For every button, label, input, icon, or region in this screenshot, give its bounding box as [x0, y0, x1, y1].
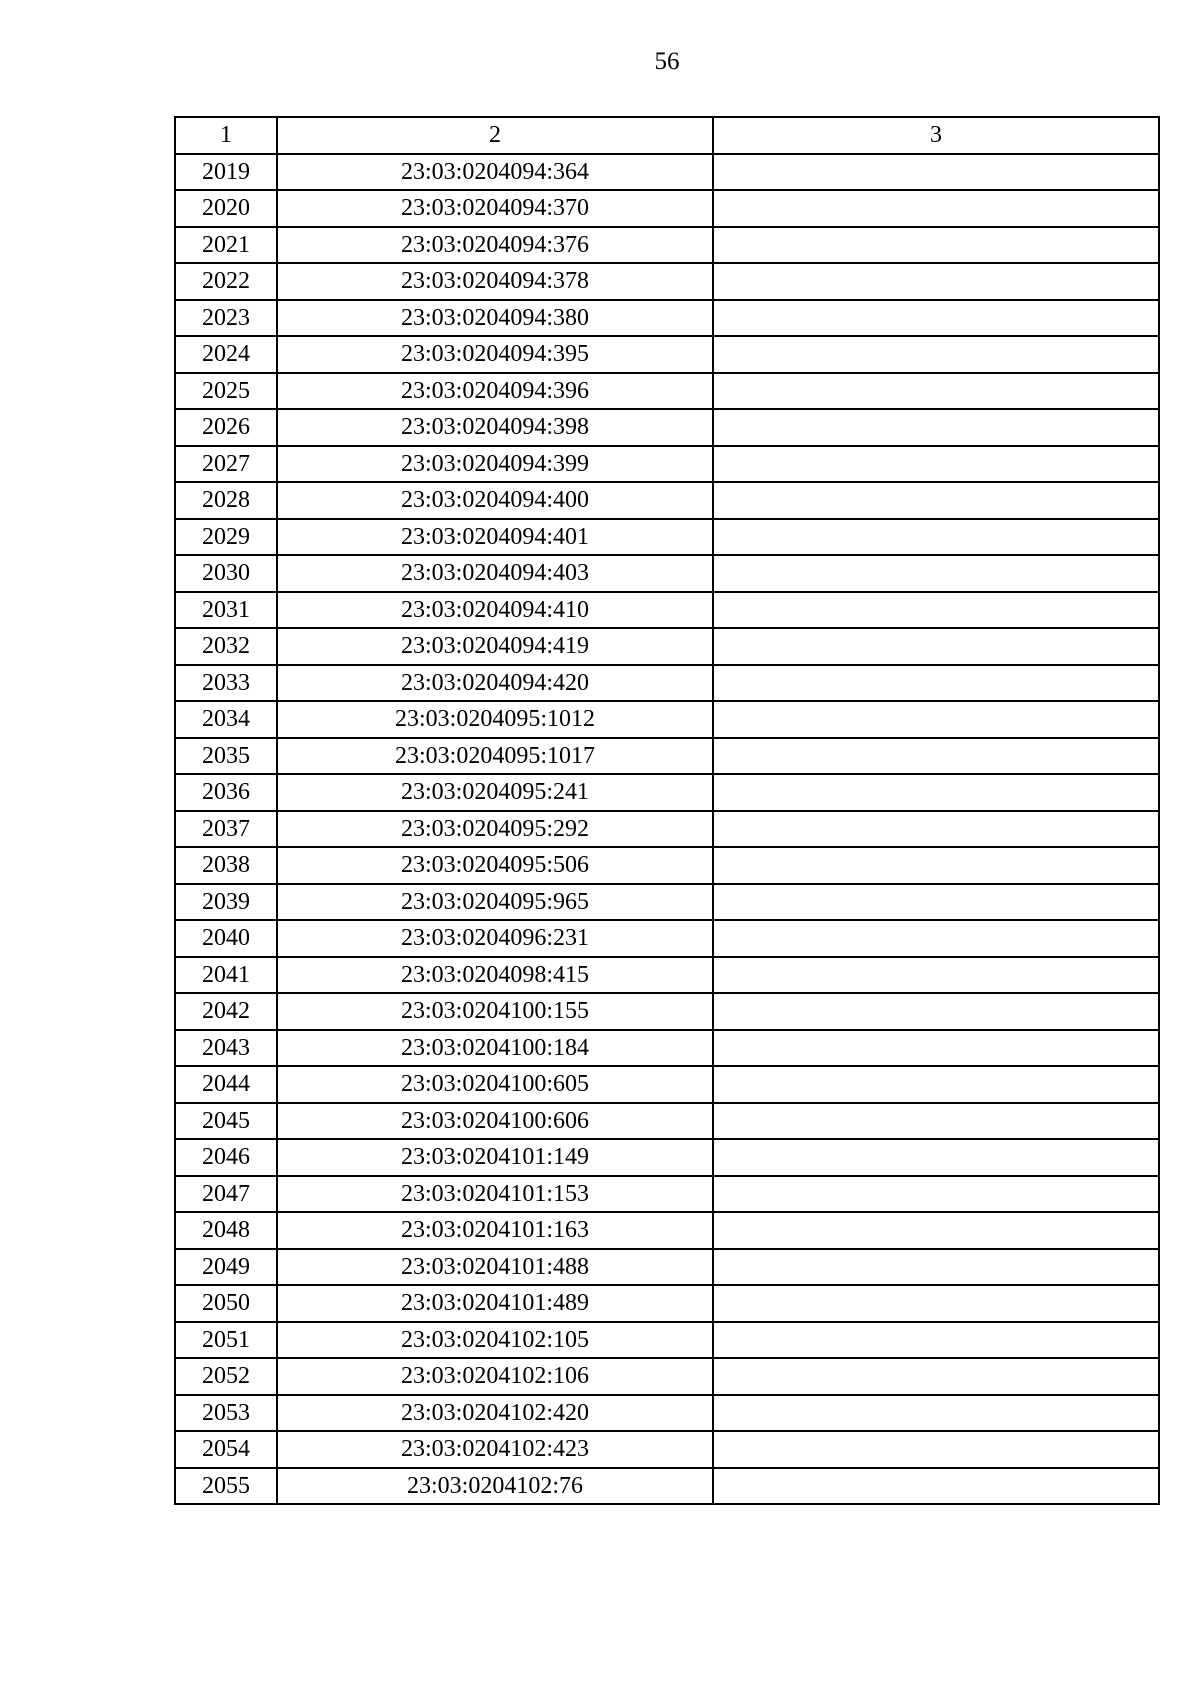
cadastral-number-cell: 23:03:0204101:153 — [277, 1176, 713, 1213]
cadastral-number-cell: 23:03:0204094:420 — [277, 665, 713, 702]
row-number-cell: 2047 — [175, 1176, 277, 1213]
table-row — [175, 774, 1159, 811]
cadastral-number-cell: 23:03:0204094:398 — [277, 409, 713, 446]
cadastral-number-cell: 23:03:0204100:605 — [277, 1066, 713, 1103]
table-row — [175, 738, 1159, 775]
table-row — [175, 811, 1159, 848]
row-number-cell: 2030 — [175, 555, 277, 592]
table-row — [175, 1066, 1159, 1103]
cadastral-number-cell: 23:03:0204094:400 — [277, 482, 713, 519]
notes-cell — [713, 409, 1159, 446]
notes-cell — [713, 190, 1159, 227]
notes-cell — [713, 665, 1159, 702]
notes-cell — [713, 446, 1159, 483]
cadastral-number-cell: 23:03:0204094:376 — [277, 227, 713, 264]
notes-cell — [713, 1468, 1159, 1505]
table-row — [175, 957, 1159, 994]
cadastral-number-cell: 23:03:0204094:364 — [277, 154, 713, 191]
cadastral-number-cell: 23:03:0204094:396 — [277, 373, 713, 410]
row-number-cell: 2032 — [175, 628, 277, 665]
table-header-row — [175, 117, 1159, 154]
notes-cell — [713, 482, 1159, 519]
table-row — [175, 1395, 1159, 1432]
notes-cell — [713, 1066, 1159, 1103]
row-number-cell: 2051 — [175, 1322, 277, 1359]
table-row — [175, 628, 1159, 665]
cadastral-number-cell: 23:03:0204094:401 — [277, 519, 713, 556]
cadastral-number-cell: 23:03:0204094:380 — [277, 300, 713, 337]
row-number-cell: 2045 — [175, 1103, 277, 1140]
column-header: 2 — [277, 117, 713, 154]
cadastral-number-cell: 23:03:0204101:488 — [277, 1249, 713, 1286]
page-number: 56 — [654, 48, 680, 75]
notes-cell — [713, 993, 1159, 1030]
row-number-cell: 2052 — [175, 1358, 277, 1395]
cadastral-number-cell: 23:03:0204095:1017 — [277, 738, 713, 775]
row-number-cell: 2033 — [175, 665, 277, 702]
cadastral-number-cell: 23:03:0204094:403 — [277, 555, 713, 592]
notes-cell — [713, 227, 1159, 264]
row-number-cell: 2053 — [175, 1395, 277, 1432]
row-number-cell: 2027 — [175, 446, 277, 483]
table-body — [175, 154, 1159, 1505]
table-row — [175, 263, 1159, 300]
notes-cell — [713, 300, 1159, 337]
table-row — [175, 519, 1159, 556]
table-row — [175, 701, 1159, 738]
cadastral-number-cell: 23:03:0204101:149 — [277, 1139, 713, 1176]
cadastral-number-cell: 23:03:0204094:370 — [277, 190, 713, 227]
notes-cell — [713, 1322, 1159, 1359]
notes-cell — [713, 154, 1159, 191]
notes-cell — [713, 1212, 1159, 1249]
notes-cell — [713, 1103, 1159, 1140]
notes-cell — [713, 519, 1159, 556]
row-number-cell: 2034 — [175, 701, 277, 738]
row-number-cell: 2022 — [175, 263, 277, 300]
notes-cell — [713, 1176, 1159, 1213]
table-row — [175, 1322, 1159, 1359]
row-number-cell: 2049 — [175, 1249, 277, 1286]
cadastral-number-cell: 23:03:0204101:489 — [277, 1285, 713, 1322]
row-number-cell: 2042 — [175, 993, 277, 1030]
notes-cell — [713, 957, 1159, 994]
notes-cell — [713, 847, 1159, 884]
notes-cell — [713, 884, 1159, 921]
table-row — [175, 409, 1159, 446]
cadastral-number-cell: 23:03:0204094:395 — [277, 336, 713, 373]
cadastral-number-cell: 23:03:0204095:965 — [277, 884, 713, 921]
row-number-cell: 2037 — [175, 811, 277, 848]
cadastral-number-cell: 23:03:0204095:292 — [277, 811, 713, 848]
column-header: 1 — [175, 117, 277, 154]
notes-cell — [713, 555, 1159, 592]
cadastral-number-cell: 23:03:0204094:410 — [277, 592, 713, 629]
table-row — [175, 373, 1159, 410]
cadastral-number-cell: 23:03:0204094:399 — [277, 446, 713, 483]
row-number-cell: 2035 — [175, 738, 277, 775]
table-row — [175, 555, 1159, 592]
table-row — [175, 1249, 1159, 1286]
cadastral-number-cell: 23:03:0204100:184 — [277, 1030, 713, 1067]
notes-cell — [713, 701, 1159, 738]
notes-cell — [713, 263, 1159, 300]
cadastral-number-cell: 23:03:0204094:419 — [277, 628, 713, 665]
row-number-cell: 2024 — [175, 336, 277, 373]
table-row — [175, 592, 1159, 629]
notes-cell — [713, 738, 1159, 775]
column-header: 3 — [713, 117, 1159, 154]
cadastral-number-cell: 23:03:0204095:506 — [277, 847, 713, 884]
row-number-cell: 2039 — [175, 884, 277, 921]
notes-cell — [713, 592, 1159, 629]
cadastral-number-cell: 23:03:0204100:155 — [277, 993, 713, 1030]
row-number-cell: 2023 — [175, 300, 277, 337]
notes-cell — [713, 1249, 1159, 1286]
row-number-cell: 2041 — [175, 957, 277, 994]
row-number-cell: 2050 — [175, 1285, 277, 1322]
row-number-cell: 2044 — [175, 1066, 277, 1103]
row-number-cell: 2048 — [175, 1212, 277, 1249]
cadastral-number-cell: 23:03:0204100:606 — [277, 1103, 713, 1140]
notes-cell — [713, 811, 1159, 848]
row-number-cell: 2029 — [175, 519, 277, 556]
cadastral-number-cell: 23:03:0204102:105 — [277, 1322, 713, 1359]
table-row — [175, 300, 1159, 337]
cadastral-number-cell: 23:03:0204102:106 — [277, 1358, 713, 1395]
table-row — [175, 1030, 1159, 1067]
cadastral-number-cell: 23:03:0204102:76 — [277, 1468, 713, 1505]
table-row — [175, 1103, 1159, 1140]
table-row — [175, 1468, 1159, 1505]
row-number-cell: 2031 — [175, 592, 277, 629]
cadastral-number-cell: 23:03:0204098:415 — [277, 957, 713, 994]
table-row — [175, 1358, 1159, 1395]
cadastral-number-cell: 23:03:0204102:420 — [277, 1395, 713, 1432]
row-number-cell: 2025 — [175, 373, 277, 410]
table-row — [175, 665, 1159, 702]
cadastral-number-cell: 23:03:0204096:231 — [277, 920, 713, 957]
table-row — [175, 1139, 1159, 1176]
notes-cell — [713, 336, 1159, 373]
table-row — [175, 482, 1159, 519]
row-number-cell: 2043 — [175, 1030, 277, 1067]
table-row — [175, 920, 1159, 957]
notes-cell — [713, 1285, 1159, 1322]
notes-cell — [713, 1030, 1159, 1067]
table-row — [175, 847, 1159, 884]
table-row — [175, 190, 1159, 227]
table-row — [175, 1176, 1159, 1213]
table-row — [175, 1212, 1159, 1249]
row-number-cell: 2019 — [175, 154, 277, 191]
notes-cell — [713, 774, 1159, 811]
cadastral-number-cell: 23:03:0204101:163 — [277, 1212, 713, 1249]
table-row — [175, 993, 1159, 1030]
row-number-cell: 2038 — [175, 847, 277, 884]
notes-cell — [713, 1395, 1159, 1432]
cadastral-table — [174, 116, 1160, 1505]
cadastral-number-cell: 23:03:0204095:241 — [277, 774, 713, 811]
cadastral-number-cell: 23:03:0204095:1012 — [277, 701, 713, 738]
notes-cell — [713, 1358, 1159, 1395]
row-number-cell: 2026 — [175, 409, 277, 446]
notes-cell — [713, 1431, 1159, 1468]
table-row — [175, 336, 1159, 373]
table-row — [175, 1431, 1159, 1468]
row-number-cell: 2055 — [175, 1468, 277, 1505]
table-row — [175, 154, 1159, 191]
row-number-cell: 2054 — [175, 1431, 277, 1468]
row-number-cell: 2036 — [175, 774, 277, 811]
row-number-cell: 2028 — [175, 482, 277, 519]
cadastral-number-cell: 23:03:0204102:423 — [277, 1431, 713, 1468]
table-row — [175, 1285, 1159, 1322]
row-number-cell: 2020 — [175, 190, 277, 227]
row-number-cell: 2046 — [175, 1139, 277, 1176]
notes-cell — [713, 628, 1159, 665]
notes-cell — [713, 920, 1159, 957]
row-number-cell: 2040 — [175, 920, 277, 957]
table-row — [175, 884, 1159, 921]
table-row — [175, 446, 1159, 483]
cadastral-number-cell: 23:03:0204094:378 — [277, 263, 713, 300]
table-row — [175, 227, 1159, 264]
notes-cell — [713, 1139, 1159, 1176]
notes-cell — [713, 373, 1159, 410]
row-number-cell: 2021 — [175, 227, 277, 264]
